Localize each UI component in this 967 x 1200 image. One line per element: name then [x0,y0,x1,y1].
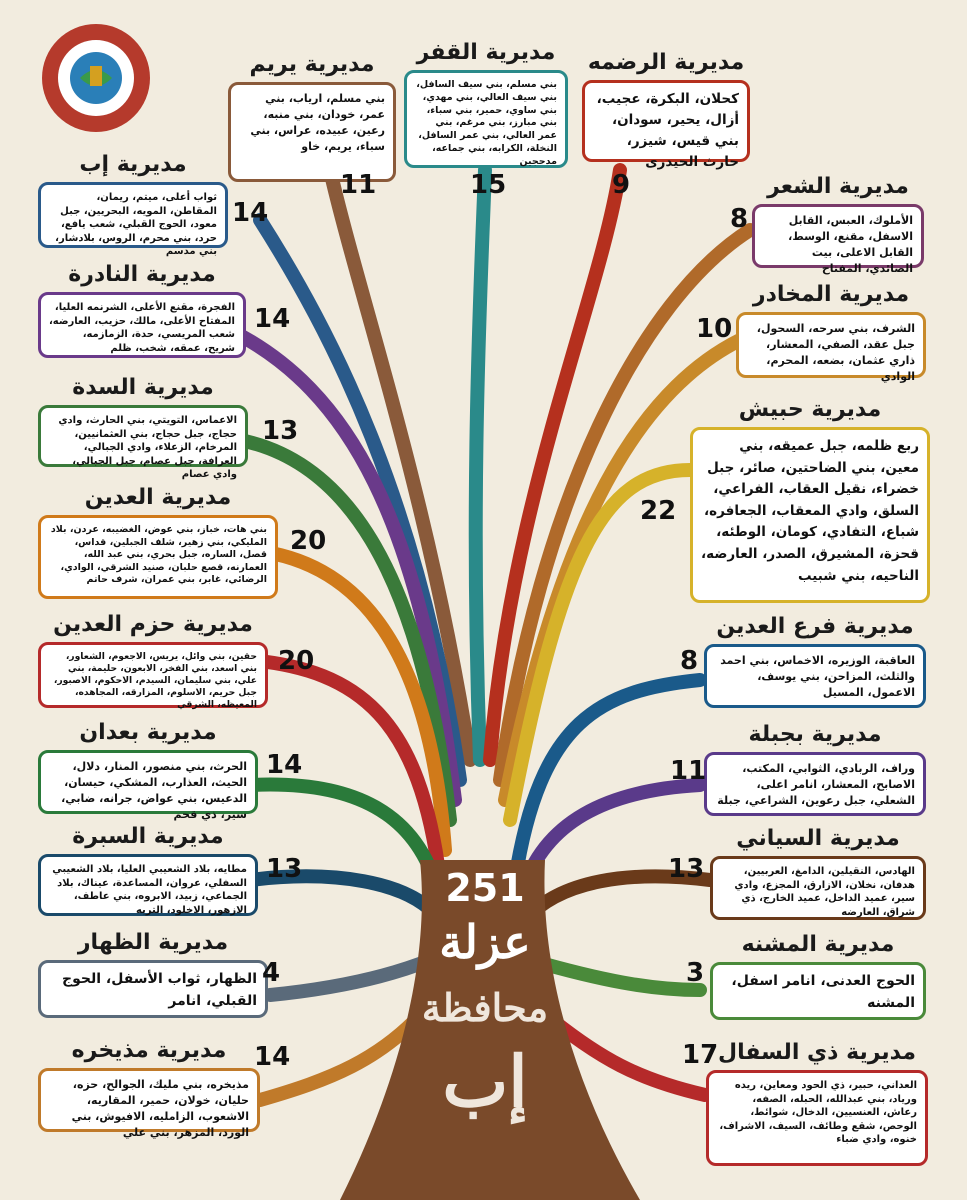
district-count-yarim: 11 [340,170,377,200]
district-count-mashana: 3 [686,958,705,988]
district-count-jibla: 11 [670,756,707,786]
district-list: بني مسلم، ارياب، بني عمر، خودان، بني منبه، رعين، عبيده، عراس، بني سباء، يريم، خاو [228,82,396,182]
district-shaar [752,174,924,275]
branch-qafr [476,170,485,760]
district-makhader [736,282,926,383]
district-list: العاقبة، الوزيره، الاخماس، بني احمد والثلث، المزاحن، بني يوسف، الاعمول، المسيل [704,644,926,708]
district-count-makhader: 10 [696,314,733,344]
district-jibla [704,722,926,816]
district-title: مديرية المشنه [741,932,895,957]
district-list: الظهار، ثواب الأسفل، الحوج القبلي، انامر [38,960,268,1018]
branch-dhihar [270,960,430,995]
district-list: وراف، الربادي، الثوابي، المكتب، الاصابح، المعشار، انامر اعلى، الشعلي، جبل رعوين، الشراعي، جبلة [704,752,926,816]
district-list: حقين، بني وائل، يريس، الاجعوم، الشعاور، بني اسعد، بني الفخر، الابعون، حليمة، بني علي، بني سليمان، السيدم، الاحكوم، الاصبور، جبل حريم، الاسلوم، المزارقه، المجاهده، المعيظه، الشرقي [38,642,268,708]
district-list: الحرث، بني منصور، المنار، دلال، الحيث، العذارب، المشكي، حيسان، الدعيس، بني عواض، جرانه، ضابي، سير، ذي قحم [38,750,258,814]
district-list: الأملوك، العبس، القابل الاسفل، مقنع، الوسط، القابل الاعلى، بيت الصائدي، المفتاح [752,204,924,268]
district-title: مديرية فرع العدين [716,614,914,639]
district-count-ibb: 14 [232,198,269,228]
district-title: مديرية الرضمه [587,50,745,75]
district-count-hazm: 20 [278,646,315,676]
district-title: مديرية السدة [72,375,214,400]
unit-label: عزلة [439,915,531,969]
district-list: بني هات، خباز، بني عوض، الغضيبه، عردن، بلاد المليكي، بني زهير، شلف الجبلين، قداس، قصل، الساره، جبل بحري، بني عبد الله، العمارنه، قصع حلبان، صنيد الشرقي، الوادي، الرضائي، غابر، بني عمران، شرف حاتم [38,515,278,599]
district-count-sadda: 13 [262,416,299,446]
district-count-badan: 14 [266,750,303,780]
district-title: مديرية يريم [249,52,375,77]
district-count-sabra: 13 [266,854,303,884]
district-list: الفجرة، مقنع الأعلى، الشرنمه العليا، المفتاح الأعلى، مالك، حزيب، العارضه، شعب المريسي، حدة، الزمازمه، شريح، عمقه، شخب، ظلم [38,292,246,358]
district-list: كحلان، البكرة، عجيب، أزال، يحير، سودان، بني قيس، شيزر، حارث الحيدرى [582,80,750,162]
district-title: مديرية السبرة [72,824,224,849]
district-list: مذيخره، بني مليك، الجوالح، حزه، حليان، خولان، حمير، المقاريه، الاشعوب، الزامليه، الافيوش، بني الورد، المزهر، بني علي [38,1068,260,1132]
district-list: العداني، حبير، ذي الحود ومعاين، ريده ورياد، بني عبدالله، الحبله، الصفه، رعاش، العنسيين، الدخال، شوائط، الوحص، شقع وطائف، السيف، الاشراف، خنوه، وادي ضباء [706,1070,928,1166]
district-udayn [38,485,278,599]
district-sadda [38,375,248,480]
district-hubaysh [690,397,930,603]
district-count-far: 8 [680,646,699,676]
district-title: مديرية النادرة [68,262,216,287]
district-yarim [228,52,396,182]
yemen-aerial-archive-logo [40,22,152,134]
district-title: مديرية مذيخره [71,1038,227,1063]
district-title: مديرية الظهار [77,930,229,955]
district-mashana [710,932,926,1020]
district-title: مديرية حبيش [738,397,882,422]
district-dhihar [38,930,268,1018]
district-count-dhussufal: 17 [682,1040,719,1070]
district-sabra [38,824,258,916]
district-list: مطايه، بلاد الشعيبي العليا، بلاد الشعيبي السفلي، عروان، المساعدة، عيناك، بلاد الجماعي، زبيد، الابروه، بني عاطف، الازهور، الاخلود، التربه [38,854,258,916]
governorate-name: إب [442,1040,528,1123]
district-siyani [710,826,926,920]
district-count-udayn: 20 [290,526,327,556]
district-title: مديرية حزم العدين [53,612,253,637]
district-title: مديرية العدين [84,485,232,510]
trunk [340,860,640,1200]
district-title: مديرية بعدان [79,720,217,745]
district-hazm [38,612,268,708]
district-list: بني مسلم، بني سيف السافل، بني سيف العالي، بني مهدي، بني ساوي، حمير، بني سباء، بني مبارز، بني مرغم، بني عمر العالي، بني عمر السافل، النخلة، الكرابه، بني جماعه، مدحجين [404,70,568,168]
district-badan [38,720,258,821]
district-title: مديرية الشعر [767,174,909,199]
district-count-dhihar: 4 [262,958,281,988]
district-count-siyani: 13 [668,854,705,884]
district-far [704,614,926,708]
district-title: مديرية ذي السفال [717,1040,917,1065]
district-list: الهادس، النقيلين، الدامغ، العربيين، هدفان، نخلان، الازارق، المجزع، وادي سير، عميد الداخل، عميد الخارج، ذي شراق، العارضه [710,856,926,920]
district-nadera [38,262,246,358]
district-list: الشرف، بني سرحه، السحول، جبل عقد، الصفي، المعشار، ذاري عثمان، بضعه، المحرم، الوادي [736,312,926,378]
district-title: مديرية بجبلة [748,722,882,747]
district-radma [582,50,750,170]
district-count-hubaysh: 22 [640,496,677,526]
district-title: مديرية المخادر [752,282,910,307]
district-list: ثواب أعلى، ميتم، ريمان، المقاطن، المويه، البحريين، جبل معود، الحوج القبلي، شعب يافع، حرد، بني محرم، الروس، بلادشار، بني مدسم [38,182,228,248]
district-dhussufal [706,1040,928,1166]
district-mudhaykhira [38,1038,260,1139]
district-title: مديرية القفر [416,40,556,65]
total-count: 251 [445,866,525,910]
branch-radma [490,170,620,760]
district-list: الاعماس، التويتي، بني الحارث، وادي حجاج، جبل حجاج، بني العثمانيين، المرخام، الزعلاء، وادي الجبالي، العرافة، جبل عصام، جبل الجبالي، وادي عصام [38,405,248,467]
district-qafr [404,40,568,168]
governorate-label: محافظة [421,985,549,1030]
district-count-radma: 9 [612,170,631,200]
district-title: مديرية السياني [736,826,900,851]
district-ibb [38,152,228,257]
district-count-shaar: 8 [730,204,749,234]
district-count-mudhaykhira: 14 [254,1042,291,1072]
district-list: الحوج العدنى، انامر اسفل، المشنه [710,962,926,1020]
district-list: ربع ظلمه، جبل عميقه، بني معين، بني الضاحتين، صائر، جبل خضراء، نقيل العقاب، الفراعي، السلق، وادي المعقاب، الجعافره، شباع، التفادي، كومان، الوطئه، قحزة، المشيرق، الصدر، العارضه، الناحيه، بني شبيب [690,427,930,603]
district-title: مديرية إب [79,152,187,177]
district-count-qafr: 15 [470,170,507,200]
district-count-nadera: 14 [254,304,291,334]
